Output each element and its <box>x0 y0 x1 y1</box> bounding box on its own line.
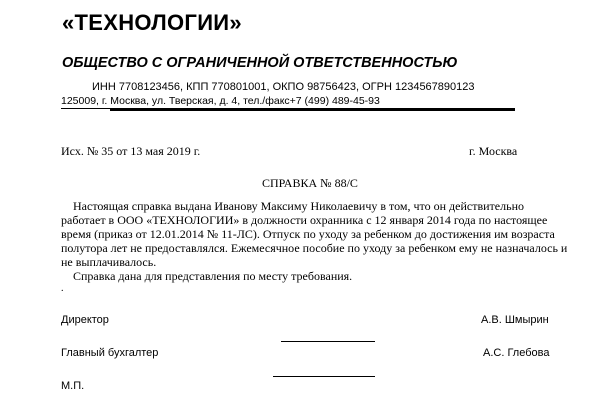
body-line: Настоящая справка выдана Иванову Максиму Николаевичу в том, что он действительно <box>73 199 524 213</box>
letterhead-rule <box>110 108 515 111</box>
document-city: г. Москва <box>469 144 518 158</box>
company-address: 125009, г. Москва, ул. Тверская, д. 4, тел./факс+7 (499) 489-45-93 <box>61 95 380 107</box>
body-line: полутора лет не предоставлялся. Ежемесячное пособие по уходу за ребенком ему не назначалось и <box>61 241 568 255</box>
company-requisites: ИНН 7708123456, КПП 770801001, ОКПО 98756423, ОГРН 1234567890123 <box>92 81 475 93</box>
body-line: время (приказ от 12.01.2014 № 11-ЛС). Отпуск по уходу за ребенком до достижения им возраста <box>61 227 555 241</box>
outgoing-reference: Исх. № 35 от 13 мая 2019 г. <box>61 144 201 158</box>
body-line: не выплачивалось. <box>61 255 157 269</box>
accountant-signature-line <box>281 341 375 342</box>
director-name: А.В. Шмырин <box>481 314 549 326</box>
company-legal-form: ОБЩЕСТВО С ОГРАНИЧЕННОЙ ОТВЕТСТВЕННОСТЬЮ <box>62 55 458 71</box>
certificate-title: СПРАВКА № 88/С <box>262 176 358 190</box>
body-line: Справка дана для представления по месту требования. <box>73 269 353 283</box>
accountant-title: Главный бухгалтер <box>61 347 159 359</box>
body-line: работает в ООО «ТЕХНОЛОГИИ» в должности охранника с 12 января 2014 года по настоящее <box>61 213 548 227</box>
director-title: Директор <box>61 314 109 326</box>
accountant-name: А.С. Глебова <box>483 347 550 359</box>
company-name: «ТЕХНОЛОГИИ» <box>62 10 242 35</box>
stray-dot: . <box>61 283 64 294</box>
stamp-place: М.П. <box>61 380 85 392</box>
stamp-signature-line <box>273 376 375 377</box>
